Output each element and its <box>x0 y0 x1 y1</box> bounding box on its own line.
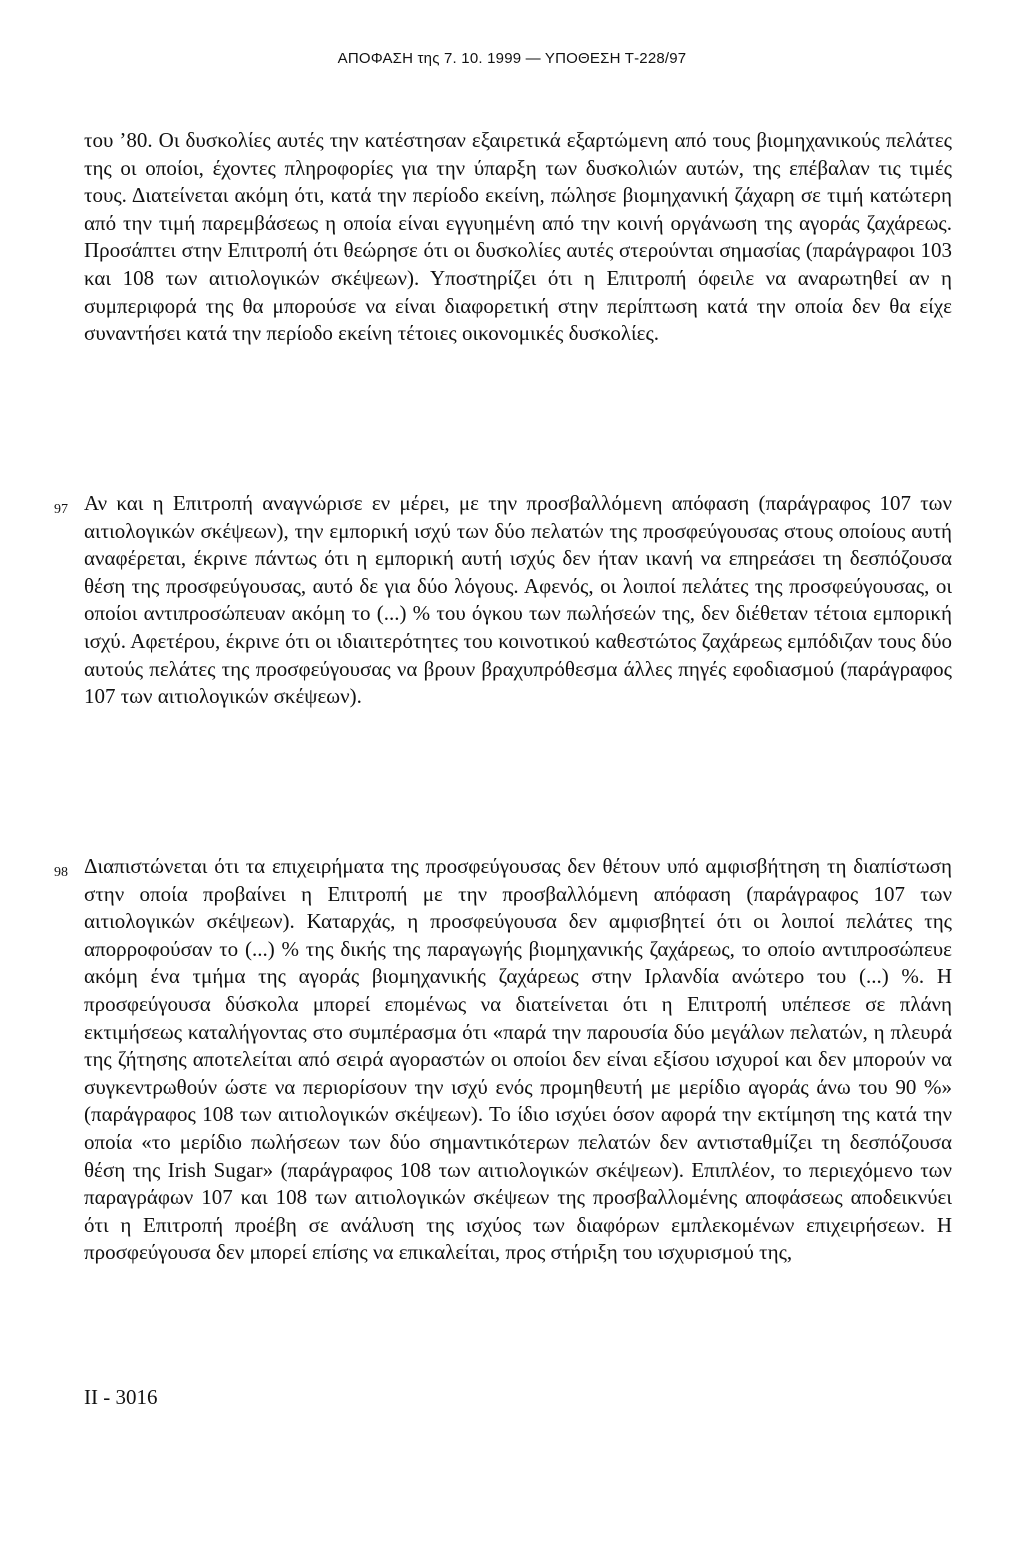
paragraph-98: Διαπιστώνεται ότι τα επιχειρήματα της προσφεύγουσας δεν θέτουν υπό αμφισβήτηση τη διαπίστωση στην οποία προβαίνει η Επιτροπή με την προσβαλλόμενη απόφαση (παράγραφος 107 των αιτιολογικών σκέψεων). Καταρχάς, η προσφεύγουσα δεν αμφισβητεί ότι οι λοιποί πελάτες της απορροφούσαν το (...) % της δικής της παραγωγής βιομηχανικής ζαχάρεως, το οποίο αντιπροσώπευε ακόμη ένα τμήμα της αγοράς βιομηχανικής ζαχάρεως στην Ιρλανδία ανώτερο του (...) %. Η προσφεύγουσα δύσκολα μπορεί επομένως να διατείνεται ότι η Επιτροπή υπέπεσε σε πλάνη εκτιμήσεως καταλήγοντας στο συμπέρασμα ότι «παρά την παρουσία δύο μεγάλων πελατών, η πλευρά της ζήτησης αποτελείται από σειρά αγοραστών οι οποίοι δεν είναι εξίσου ισχυροί και δεν μπορούν να συγκεντρωθούν ώστε να περιορίσουν την ισχύ ενός προμηθευτή με μερίδιο αγοράς άνω του 90 %» (παράγραφος 108 των αιτιολογικών σκέψεων). Το ίδιο ισχύει όσον αφορά την εκτίμηση της κατά την οποία «το μερίδιο πωλήσεων των δύο σημαντικότερων πελατών δεν αντισταθμίζει τη δεσπόζουσα θέση της Irish Sugar» (παράγραφος 108 των αιτιολογικών σκέψεων). Επιπλέον, το περιεχόμενο των παραγράφων 107 και 108 των αιτιολογικών σκέψεων της προσβαλλομένης αποφάσεως αποδεικνύει ότι η Επιτροπή προέβη σε ανάλυση της ισχύος των διαφόρων εμπλεκομένων επιχειρήσεων. Η προσφεύγουσα δεν μπορεί επίσης να επικαλείται, προς στήριξη του ισχυρισμού της, <box>84 854 952 1265</box>
paragraph-number: 97 <box>54 502 68 517</box>
running-header: ΑΠΟΦΑΣΗ της 7. 10. 1999 — ΥΠΟΘΕΣΗ Τ-228/97 <box>337 50 687 67</box>
paragraph-number: 98 <box>54 865 68 880</box>
paragraph-97: Αν και η Επιτροπή αναγνώρισε εν μέρει, με την προσβαλλόμενη απόφαση (παράγραφος 107 των αιτιολογικών σκέψεων), την εμπορική ισχύ των δύο πελατών της προσφεύγουσας στους οποίους αυτή αναφέρεται, έκρινε πάντως ότι η εμπορική αυτή ισχύς δεν ήταν ικανή να επηρεάσει τη δεσπόζουσα θέση της προσφεύγουσας, αυτό δε για δύο λόγους. Αφενός, οι λοιποί πελάτες της προσφεύγουσας, οι οποίοι αντιπροσώπευαν ακόμη το (...) % του όγκου των πωλήσεών της, δεν διέθεταν τέτοια εμπορική ισχύ. Αφετέρου, έκρινε ότι οι ιδιαιτερότητες του κοινοτικού καθεστώτος ζαχάρεως εμπόδιζαν τους δύο αυτούς πελάτες της προσφεύγουσας να βρουν βραχυπρόθεσμα άλλες πηγές εφοδιασμού (παράγραφος 107 των αιτιολογικών σκέψεων). <box>84 491 952 709</box>
page-number: II - 3016 <box>84 1385 158 1409</box>
paragraph-continued: του ’80. Οι δυσκολίες αυτές την κατέστησαν εξαιρετικά εξαρτώμενη από τους βιομηχανικούς πελάτες της οι οποίοι, έχοντες πληροφορίες για την ύπαρξη των δυσκολιών αυτών, της επέβαλαν τις τιμές τους. Διατείνεται ακόμη ότι, κατά την περίοδο εκείνη, πώλησε βιομηχανική ζάχαρη σε τιμή κατώτερη από την τιμή παρεμβάσεως η οποία είναι εγγυημένη από την κοινή οργάνωση της αγοράς ζαχάρεως. Προσάπτει στην Επιτροπή ότι θεώρησε ότι οι δυσκολίες αυτές στερούνται σημασίας (παράγραφοι 103 και 108 των αιτιολογικών σκέψεων). Υποστηρίζει ότι η Επιτροπή όφειλε να αναρωτηθεί αν η συμπεριφορά της θα μπορούσε να είναι διαφορετική στην περίπτωση κατά την οποία δεν θα είχε συναντήσει κατά την περίοδο εκείνη τέτοιες οικονομικές δυσκολίες. <box>84 128 952 346</box>
